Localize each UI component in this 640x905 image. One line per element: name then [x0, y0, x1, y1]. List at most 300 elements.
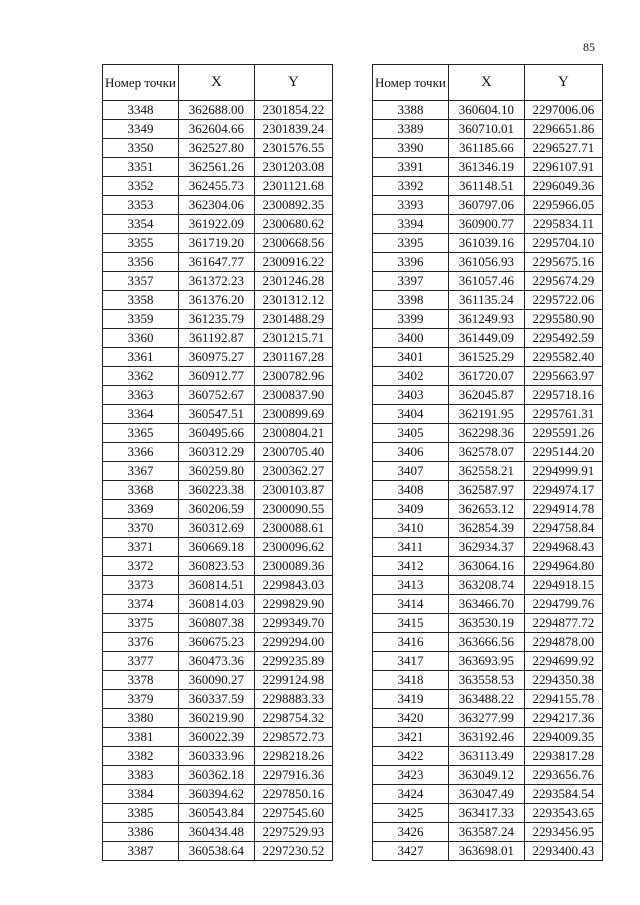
cell-y: 2299829.90 — [254, 595, 332, 614]
cell-y: 2301854.22 — [254, 101, 332, 120]
cell-y: 2301167.28 — [254, 348, 332, 367]
cell-point-number: 3364 — [103, 405, 179, 424]
cell-y: 2300090.55 — [254, 500, 332, 519]
cell-point-number: 3391 — [373, 158, 449, 177]
cell-y: 2295580.90 — [524, 310, 602, 329]
cell-x: 363666.56 — [448, 633, 524, 652]
table-row — [103, 291, 333, 310]
cell-point-number: 3417 — [373, 652, 449, 671]
table-row — [103, 747, 333, 766]
cell-y: 2294964.80 — [524, 557, 602, 576]
cell-y: 2300705.40 — [254, 443, 332, 462]
cell-x: 361647.77 — [178, 253, 254, 272]
cell-x: 362558.21 — [448, 462, 524, 481]
cell-y: 2295834.11 — [524, 215, 602, 234]
cell-y: 2295675.16 — [524, 253, 602, 272]
table-row — [103, 538, 333, 557]
cell-x: 361720.07 — [448, 367, 524, 386]
cell-point-number: 3396 — [373, 253, 449, 272]
table-row — [373, 348, 603, 367]
cell-y: 2300089.36 — [254, 557, 332, 576]
cell-x: 360206.59 — [178, 500, 254, 519]
cell-x: 363698.01 — [448, 842, 524, 861]
cell-x: 360710.01 — [448, 120, 524, 139]
cell-y: 2300362.27 — [254, 462, 332, 481]
table-row — [103, 595, 333, 614]
table-row — [373, 652, 603, 671]
cell-y: 2294877.72 — [524, 614, 602, 633]
cell-point-number: 3384 — [103, 785, 179, 804]
cell-x: 360362.18 — [178, 766, 254, 785]
cell-x: 360223.38 — [178, 481, 254, 500]
cell-x: 360538.64 — [178, 842, 254, 861]
cell-y: 2296527.71 — [524, 139, 602, 158]
table-row — [373, 614, 603, 633]
cell-point-number: 3420 — [373, 709, 449, 728]
table-row — [373, 842, 603, 861]
cell-x: 363064.16 — [448, 557, 524, 576]
table-row — [373, 804, 603, 823]
table-row — [103, 500, 333, 519]
cell-point-number: 3415 — [373, 614, 449, 633]
cell-x: 360312.29 — [178, 443, 254, 462]
table-row — [103, 652, 333, 671]
cell-point-number: 3371 — [103, 538, 179, 557]
cell-point-number: 3392 — [373, 177, 449, 196]
cell-point-number: 3400 — [373, 329, 449, 348]
table-row — [103, 443, 333, 462]
cell-y: 2294155.78 — [524, 690, 602, 709]
cell-point-number: 3409 — [373, 500, 449, 519]
cell-x: 363587.24 — [448, 823, 524, 842]
cell-point-number: 3349 — [103, 120, 179, 139]
cell-x: 363208.74 — [448, 576, 524, 595]
cell-y: 2295144.20 — [524, 443, 602, 462]
cell-y: 2295492.59 — [524, 329, 602, 348]
cell-y: 2301203.08 — [254, 158, 332, 177]
cell-point-number: 3357 — [103, 272, 179, 291]
cell-point-number: 3366 — [103, 443, 179, 462]
table-row — [373, 291, 603, 310]
cell-y: 2296107.91 — [524, 158, 602, 177]
cell-point-number: 3353 — [103, 196, 179, 215]
cell-y: 2295663.97 — [524, 367, 602, 386]
table-row — [373, 595, 603, 614]
cell-y: 2300804.21 — [254, 424, 332, 443]
cell-y: 2300916.22 — [254, 253, 332, 272]
cell-point-number: 3370 — [103, 519, 179, 538]
cell-x: 360394.62 — [178, 785, 254, 804]
cell-x: 360752.67 — [178, 386, 254, 405]
cell-point-number: 3376 — [103, 633, 179, 652]
cell-x: 363558.53 — [448, 671, 524, 690]
cell-x: 362191.95 — [448, 405, 524, 424]
cell-x: 362304.06 — [178, 196, 254, 215]
cell-x: 362455.73 — [178, 177, 254, 196]
cell-y: 2296651.86 — [524, 120, 602, 139]
cell-y: 2301488.29 — [254, 310, 332, 329]
cell-point-number: 3395 — [373, 234, 449, 253]
table-row — [373, 120, 603, 139]
cell-y: 2300782.96 — [254, 367, 332, 386]
cell-x: 361346.19 — [448, 158, 524, 177]
cell-y: 2301246.28 — [254, 272, 332, 291]
cell-point-number: 3388 — [373, 101, 449, 120]
cell-x: 362587.97 — [448, 481, 524, 500]
cell-point-number: 3425 — [373, 804, 449, 823]
cell-point-number: 3419 — [373, 690, 449, 709]
cell-point-number: 3358 — [103, 291, 179, 310]
cell-y: 2300892.35 — [254, 196, 332, 215]
table-row — [373, 709, 603, 728]
cell-y: 2300668.56 — [254, 234, 332, 253]
table-row — [103, 158, 333, 177]
cell-point-number: 3401 — [373, 348, 449, 367]
cell-y: 2299349.70 — [254, 614, 332, 633]
cell-y: 2295704.10 — [524, 234, 602, 253]
table-header-row — [103, 65, 333, 101]
table-row — [103, 310, 333, 329]
cell-point-number: 3408 — [373, 481, 449, 500]
cell-x: 360807.38 — [178, 614, 254, 633]
cell-point-number: 3369 — [103, 500, 179, 519]
cell-x: 361056.93 — [448, 253, 524, 272]
cell-point-number: 3393 — [373, 196, 449, 215]
cell-y: 2298883.33 — [254, 690, 332, 709]
cell-point-number: 3426 — [373, 823, 449, 842]
cell-y: 2294914.78 — [524, 500, 602, 519]
cell-point-number: 3362 — [103, 367, 179, 386]
coordinates-table-left — [102, 64, 333, 861]
cell-point-number: 3413 — [373, 576, 449, 595]
coordinates-table-right — [372, 64, 603, 861]
cell-point-number: 3361 — [103, 348, 179, 367]
cell-x: 360090.27 — [178, 671, 254, 690]
table-row — [103, 842, 333, 861]
table-row — [103, 614, 333, 633]
cell-point-number: 3410 — [373, 519, 449, 538]
cell-y: 2293817.28 — [524, 747, 602, 766]
table-row — [373, 766, 603, 785]
cell-x: 361719.20 — [178, 234, 254, 253]
table-row — [373, 823, 603, 842]
cell-x: 360495.66 — [178, 424, 254, 443]
table-row — [373, 500, 603, 519]
cell-point-number: 3397 — [373, 272, 449, 291]
cell-point-number: 3380 — [103, 709, 179, 728]
cell-x: 360604.10 — [448, 101, 524, 120]
cell-y: 2295582.40 — [524, 348, 602, 367]
cell-point-number: 3387 — [103, 842, 179, 861]
cell-x: 360814.51 — [178, 576, 254, 595]
cell-y: 2294974.17 — [524, 481, 602, 500]
cell-point-number: 3372 — [103, 557, 179, 576]
cell-y: 2301839.24 — [254, 120, 332, 139]
cell-y: 2294878.00 — [524, 633, 602, 652]
cell-y: 2294350.38 — [524, 671, 602, 690]
cell-x: 360797.06 — [448, 196, 524, 215]
header-x: X — [178, 65, 254, 101]
cell-x: 362578.07 — [448, 443, 524, 462]
cell-point-number: 3382 — [103, 747, 179, 766]
cell-y: 2293656.76 — [524, 766, 602, 785]
cell-y: 2301121.68 — [254, 177, 332, 196]
cell-point-number: 3363 — [103, 386, 179, 405]
cell-y: 2295674.29 — [524, 272, 602, 291]
cell-point-number: 3351 — [103, 158, 179, 177]
table-row — [373, 462, 603, 481]
table-row — [103, 633, 333, 652]
cell-point-number: 3406 — [373, 443, 449, 462]
cell-x: 360434.48 — [178, 823, 254, 842]
table-row — [373, 728, 603, 747]
cell-x: 362653.12 — [448, 500, 524, 519]
cell-y: 2295761.31 — [524, 405, 602, 424]
table-row — [103, 804, 333, 823]
table-row — [373, 367, 603, 386]
cell-y: 2299124.98 — [254, 671, 332, 690]
cell-point-number: 3367 — [103, 462, 179, 481]
table-row — [103, 405, 333, 424]
cell-x: 361449.09 — [448, 329, 524, 348]
cell-y: 2297545.60 — [254, 804, 332, 823]
cell-point-number: 3378 — [103, 671, 179, 690]
table-row — [373, 481, 603, 500]
cell-point-number: 3375 — [103, 614, 179, 633]
cell-y: 2299843.03 — [254, 576, 332, 595]
cell-point-number: 3381 — [103, 728, 179, 747]
cell-point-number: 3412 — [373, 557, 449, 576]
cell-point-number: 3399 — [373, 310, 449, 329]
table-row — [373, 424, 603, 443]
table-header-row — [373, 65, 603, 101]
cell-y: 2297529.93 — [254, 823, 332, 842]
cell-point-number: 3424 — [373, 785, 449, 804]
cell-y: 2296049.36 — [524, 177, 602, 196]
cell-y: 2298754.32 — [254, 709, 332, 728]
cell-x: 360975.27 — [178, 348, 254, 367]
cell-x: 362688.00 — [178, 101, 254, 120]
cell-point-number: 3411 — [373, 538, 449, 557]
cell-x: 361135.24 — [448, 291, 524, 310]
table-row — [373, 310, 603, 329]
cell-y: 2294968.43 — [524, 538, 602, 557]
cell-y: 2293543.65 — [524, 804, 602, 823]
cell-point-number: 3398 — [373, 291, 449, 310]
cell-x: 362604.66 — [178, 120, 254, 139]
table-row — [373, 671, 603, 690]
table-row — [103, 766, 333, 785]
cell-y: 2301312.12 — [254, 291, 332, 310]
cell-y: 2294918.15 — [524, 576, 602, 595]
cell-point-number: 3374 — [103, 595, 179, 614]
table-row — [373, 538, 603, 557]
cell-x: 360333.96 — [178, 747, 254, 766]
cell-x: 360823.53 — [178, 557, 254, 576]
table-row — [373, 386, 603, 405]
table-row — [103, 424, 333, 443]
cell-y: 2300837.90 — [254, 386, 332, 405]
cell-point-number: 3350 — [103, 139, 179, 158]
table-row — [103, 576, 333, 595]
table-row — [373, 747, 603, 766]
cell-point-number: 3423 — [373, 766, 449, 785]
table-row — [103, 234, 333, 253]
table-row — [103, 101, 333, 120]
cell-y: 2295591.26 — [524, 424, 602, 443]
cell-point-number: 3390 — [373, 139, 449, 158]
cell-x: 360259.80 — [178, 462, 254, 481]
cell-x: 362298.36 — [448, 424, 524, 443]
cell-y: 2301576.55 — [254, 139, 332, 158]
cell-x: 361922.09 — [178, 215, 254, 234]
cell-x: 360900.77 — [448, 215, 524, 234]
cell-x: 361525.29 — [448, 348, 524, 367]
cell-x: 360675.23 — [178, 633, 254, 652]
cell-y: 2295722.06 — [524, 291, 602, 310]
cell-x: 361372.23 — [178, 272, 254, 291]
cell-x: 361148.51 — [448, 177, 524, 196]
cell-x: 360312.69 — [178, 519, 254, 538]
header-y: Y — [254, 65, 332, 101]
cell-x: 361039.16 — [448, 234, 524, 253]
cell-x: 360547.51 — [178, 405, 254, 424]
cell-point-number: 3368 — [103, 481, 179, 500]
cell-y: 2294699.92 — [524, 652, 602, 671]
cell-point-number: 3402 — [373, 367, 449, 386]
cell-x: 363466.70 — [448, 595, 524, 614]
cell-x: 360669.18 — [178, 538, 254, 557]
table-row — [373, 557, 603, 576]
cell-y: 2293456.95 — [524, 823, 602, 842]
cell-point-number: 3394 — [373, 215, 449, 234]
table-row — [103, 386, 333, 405]
table-row — [103, 367, 333, 386]
cell-y: 2299294.00 — [254, 633, 332, 652]
table-row — [103, 785, 333, 804]
cell-point-number: 3416 — [373, 633, 449, 652]
cell-point-number: 3386 — [103, 823, 179, 842]
table-row — [103, 215, 333, 234]
cell-x: 362854.39 — [448, 519, 524, 538]
cell-point-number: 3385 — [103, 804, 179, 823]
table-row — [103, 139, 333, 158]
table-row — [103, 272, 333, 291]
cell-x: 362934.37 — [448, 538, 524, 557]
cell-point-number: 3365 — [103, 424, 179, 443]
cell-x: 361376.20 — [178, 291, 254, 310]
table-row — [103, 253, 333, 272]
table-row — [103, 481, 333, 500]
cell-point-number: 3407 — [373, 462, 449, 481]
cell-x: 363488.22 — [448, 690, 524, 709]
table-row — [373, 405, 603, 424]
table-row — [103, 177, 333, 196]
cell-point-number: 3379 — [103, 690, 179, 709]
cell-point-number: 3427 — [373, 842, 449, 861]
cell-y: 2300096.62 — [254, 538, 332, 557]
table-row — [373, 253, 603, 272]
cell-y: 2297916.36 — [254, 766, 332, 785]
table-row — [103, 671, 333, 690]
table-row — [103, 557, 333, 576]
table-row — [103, 196, 333, 215]
cell-y: 2298218.26 — [254, 747, 332, 766]
cell-point-number: 3404 — [373, 405, 449, 424]
cell-point-number: 3389 — [373, 120, 449, 139]
table-row — [103, 120, 333, 139]
cell-x: 360337.59 — [178, 690, 254, 709]
cell-point-number: 3373 — [103, 576, 179, 595]
cell-x: 360022.39 — [178, 728, 254, 747]
table-row — [103, 728, 333, 747]
table-row — [103, 709, 333, 728]
table-row — [373, 785, 603, 804]
cell-point-number: 3356 — [103, 253, 179, 272]
cell-y: 2294217.36 — [524, 709, 602, 728]
table-row — [103, 823, 333, 842]
table-row — [373, 633, 603, 652]
cell-y: 2293584.54 — [524, 785, 602, 804]
cell-point-number: 3422 — [373, 747, 449, 766]
cell-x: 363192.46 — [448, 728, 524, 747]
page-number: 85 — [583, 40, 595, 54]
cell-y: 2297850.16 — [254, 785, 332, 804]
cell-x: 361235.79 — [178, 310, 254, 329]
cell-point-number: 3414 — [373, 595, 449, 614]
cell-y: 2301215.71 — [254, 329, 332, 348]
table-row — [373, 576, 603, 595]
cell-y: 2299235.89 — [254, 652, 332, 671]
cell-point-number: 3352 — [103, 177, 179, 196]
table-row — [373, 329, 603, 348]
cell-point-number: 3403 — [373, 386, 449, 405]
cell-y: 2297006.06 — [524, 101, 602, 120]
table-row — [373, 443, 603, 462]
cell-x: 360814.03 — [178, 595, 254, 614]
cell-x: 361249.93 — [448, 310, 524, 329]
cell-x: 363277.99 — [448, 709, 524, 728]
cell-y: 2297230.52 — [254, 842, 332, 861]
cell-x: 363049.12 — [448, 766, 524, 785]
cell-point-number: 3354 — [103, 215, 179, 234]
cell-y: 2294999.91 — [524, 462, 602, 481]
cell-y: 2294758.84 — [524, 519, 602, 538]
cell-y: 2294799.76 — [524, 595, 602, 614]
cell-x: 361185.66 — [448, 139, 524, 158]
cell-y: 2300680.62 — [254, 215, 332, 234]
cell-x: 362561.26 — [178, 158, 254, 177]
cell-x: 363693.95 — [448, 652, 524, 671]
cell-x: 360912.77 — [178, 367, 254, 386]
table-row — [373, 234, 603, 253]
cell-y: 2298572.73 — [254, 728, 332, 747]
cell-point-number: 3421 — [373, 728, 449, 747]
cell-y: 2295718.16 — [524, 386, 602, 405]
table-row — [373, 158, 603, 177]
cell-x: 361192.87 — [178, 329, 254, 348]
cell-y: 2294009.35 — [524, 728, 602, 747]
cell-x: 363113.49 — [448, 747, 524, 766]
cell-point-number: 3355 — [103, 234, 179, 253]
table-row — [373, 177, 603, 196]
table-row — [103, 519, 333, 538]
cell-point-number: 3383 — [103, 766, 179, 785]
cell-x: 360219.90 — [178, 709, 254, 728]
cell-point-number: 3418 — [373, 671, 449, 690]
table-row — [373, 101, 603, 120]
cell-y: 2300899.69 — [254, 405, 332, 424]
